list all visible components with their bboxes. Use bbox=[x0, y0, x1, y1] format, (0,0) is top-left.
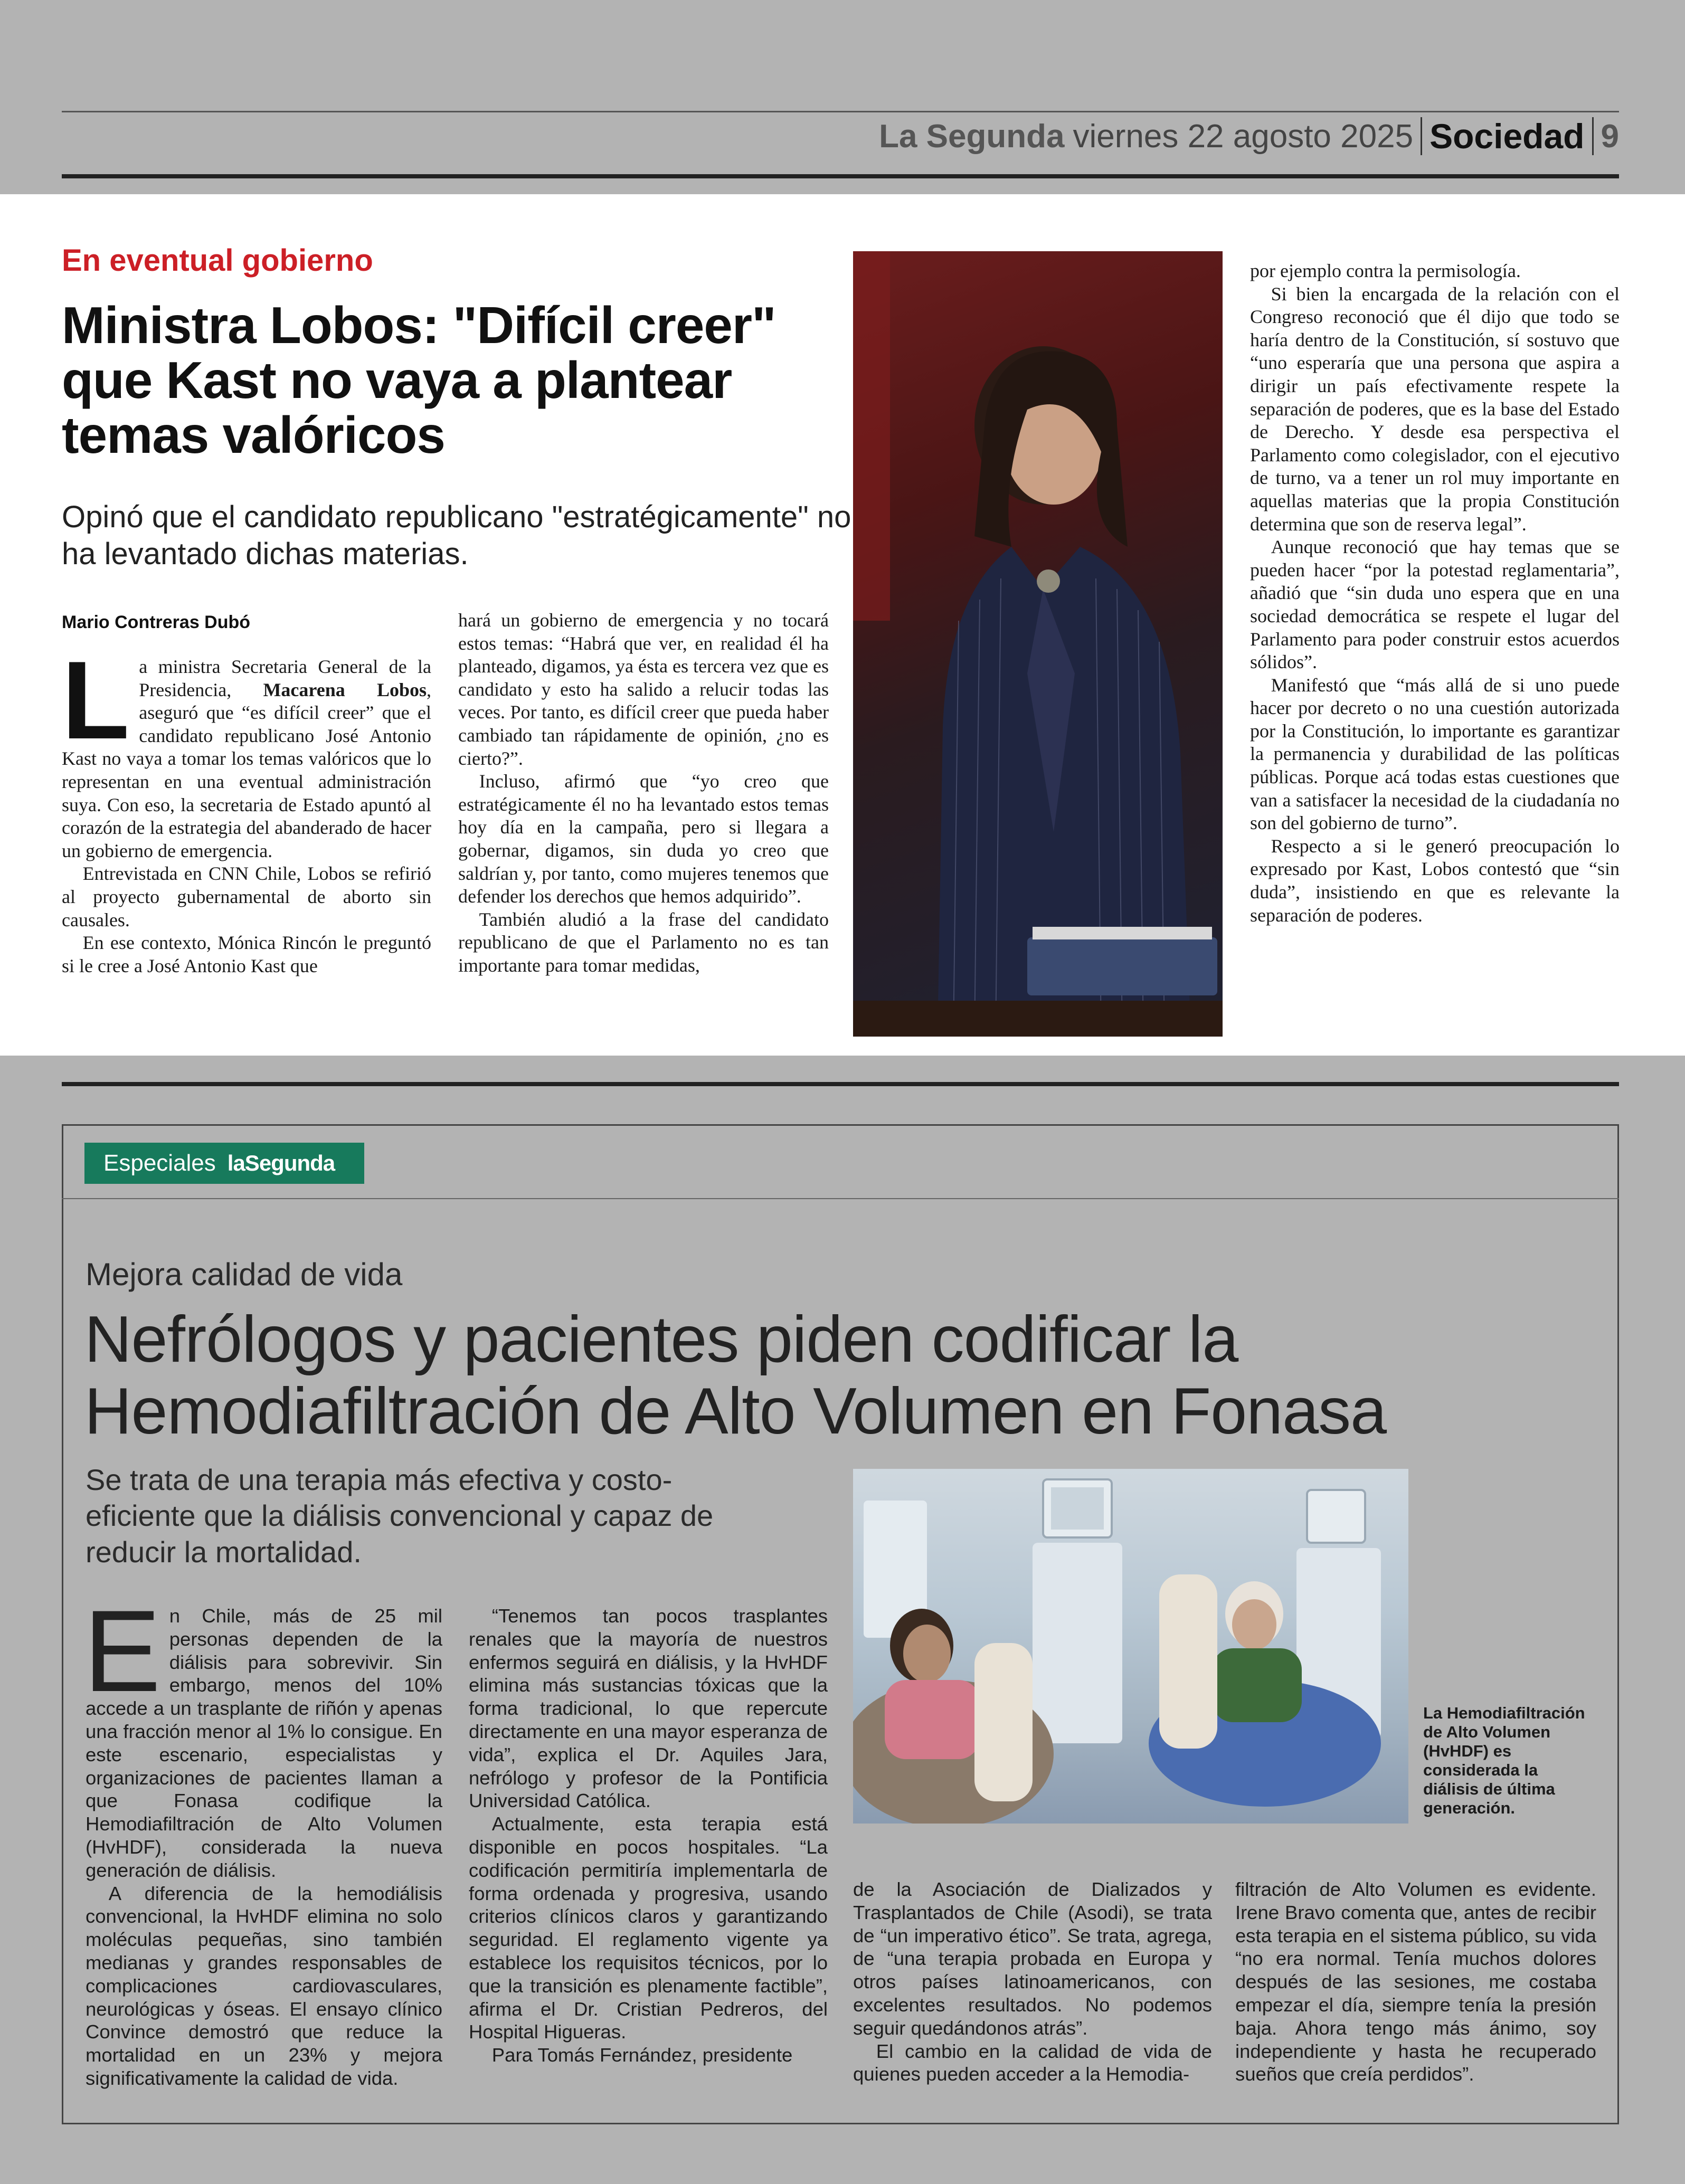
paragraph: Actualmente, esta terapia está disponible en pocos hospitales. “La codificación permitiría implementarla de forma ordenada y progresiva, usando criterios clínicos claros y garantizando seguridad. El reglamento vigente ya establece los requisitos técnicos, por lo que la transición es plenamente factible”, afirma el Dr. Cristian Pedreros, del Hospital Higueras. bbox=[469, 1813, 828, 2043]
header-rule-top bbox=[62, 111, 1619, 112]
paragraph: A diferencia de la hemodiálisis convencional, la HvHDF elimina no solo moléculas pequeñas, sino también medianas y grandes responsables de complicaciones cardiovasculares, neurológicas y óseas. El ensayo clínico Convince demostró que reduce la mortalidad en un 23% y mejora significativamente la calidad de vida. bbox=[86, 1882, 442, 2089]
paragraph: “Tenemos tan pocos trasplantes renales que la mayoría de nuestros enfermos seguirá en diálisis, y la HvHDF elimina más sustancias tóxicas que la forma tradicional, lo que repercute directamente en una mayor esperanza de vida”, explica el Dr. Aquiles Jara, nefrólogo y profesor de la Pontificia Universidad Católica. bbox=[469, 1605, 828, 1812]
drop-cap: E bbox=[83, 1586, 161, 1716]
tag-label: Especiales bbox=[103, 1150, 216, 1176]
paragraph: por ejemplo contra la permisología. bbox=[1250, 260, 1521, 281]
section-divider bbox=[62, 1082, 1619, 1086]
special-kicker: Mejora calidad de vida bbox=[86, 1257, 403, 1292]
photo-caption: La Hemodiafiltración de Alto Volumen (HvHDF) es considerada la diálisis de última generación. bbox=[1423, 1704, 1585, 1817]
paragraph: Para Tomás Fernández, presidente bbox=[491, 2044, 793, 2066]
tag-brand: laSegunda bbox=[227, 1151, 335, 1175]
paragraph: a ministra Secretaria General de la Presidencia, Macarena Lobos, aseguró que “es difícil creer” que el candidato republicano José Antonio Kast no vaya a tomar los temas valóricos que lo representan en una eventual administración suya. Con eso, la secretaria de Estado apuntó al corazón de la estrategia del abanderado de hacer un gobierno de emergencia. bbox=[62, 656, 432, 861]
special-section-rule bbox=[62, 1198, 1619, 1199]
special-column-3 bbox=[853, 1878, 1212, 2086]
article-dek: Opinó que el candidato republicano "estratégicamente" no ha levantado dichas materias. bbox=[62, 500, 851, 571]
paragraph: Aunque reconoció que hay temas que se pueden hacer “por la potestad reglamentaria”, añadió que “sin duda uno espera que en una sociedad democrática se respete el lugar del Parlamento para poder construir estos acuerdos sólidos”. bbox=[1250, 536, 1620, 673]
paragraph: de la Asociación de Dializados y Trasplantados de Chile (Asodi), se trata de “un imperativo ético”. Se trata, agrega, de “una terapia probada en Europa y otros países latinoamericanos, con excelentes resultados. No podemos seguir quedándonos atrás”. bbox=[853, 1878, 1212, 2039]
paragraph: Manifestó que “más allá de si uno puede hacer por decreto o no una cuestión autorizada por la Constitución, lo importante es garantizar la permanencia y durabilidad de las políticas públicas. Porque acá todas estas cuestiones que van a satisfacer la necesidad de la ciudadanía no son del gobierno de turno”. bbox=[1250, 674, 1620, 834]
paragraph: Respecto a si le generó preocupación lo expresado por Kast, Lobos contestó que “sin duda”, insistiendo en que es relevante la separación de poderes. bbox=[1250, 835, 1620, 926]
drop-cap: L bbox=[62, 638, 130, 762]
special-column-1 bbox=[83, 1586, 442, 2090]
dialysis-photo bbox=[853, 1469, 1408, 1824]
paragraph: Entrevistada en CNN Chile, Lobos se refirió al proyecto gubernamental de aborto sin causales. bbox=[62, 863, 431, 930]
paragraph: n Chile, más de 25 mil personas dependen de la diálisis para sobrevivir. Sin embargo, menos del 10% accede a un trasplante de riñón y apenas una fracción menor al 1% lo consigue. En este escenario, especialistas y organizaciones de pacientes llaman a que Fonasa codifique la Hemodiafiltración de Alto Volumen (HvHDF), considerada la nueva generación de diálisis. bbox=[86, 1605, 442, 1881]
issue-date: viernes 22 agosto 2025 bbox=[1073, 118, 1414, 155]
article-byline: Mario Contreras Dubó bbox=[62, 612, 251, 632]
special-section-tag bbox=[84, 1143, 364, 1184]
article-column-1 bbox=[62, 638, 432, 977]
paragraph: filtración de Alto Volumen es evidente. Irene Bravo comenta que, antes de recibir esta terapia en el sistema público, su vida “no era normal. Tenía muchos dolores después de las sesiones, me costaba empezar el día, siempre tenía la presión baja. Ahora tengo más ánimo, soy independiente y hasta he recuperado sueños que creía perdidos”. bbox=[1235, 1878, 1596, 2085]
paragraph: En ese contexto, Mónica Rincón le preguntó si le cree a José Antonio Kast que bbox=[62, 932, 431, 976]
special-dek: Se trata de una terapia más efectiva y costo-eficiente que la diálisis convencional y capaz de reducir la mortalidad. bbox=[86, 1463, 714, 1569]
article-headline: Ministra Lobos: "Difícil creer" que Kast no vaya a plantear temas valóricos bbox=[62, 296, 776, 464]
paragraph: Si bien la encargada de la relación con el Congreso reconoció que él dijo que todo se haría dentro de la Constitución, sí sostuvo que “uno esperaría que una persona que aspira a dirigir un país efectivamente respete la separación de poderes, que es la base del Estado de Derecho. Y desde esa perspectiva el Parlamento como colegislador, con el ejecutivo de turno, va a tener un rol muy importante en aquellas materias que la propia Constitución determina que son de reserva legal”. bbox=[1250, 283, 1620, 535]
header-rule-bottom bbox=[62, 174, 1619, 178]
paragraph: El cambio en la calidad de vida de quienes pueden acceder a la Hemodia- bbox=[853, 2040, 1212, 2085]
header-separator bbox=[1592, 117, 1594, 155]
article-column-2 bbox=[458, 609, 829, 977]
page-number: 9 bbox=[1601, 118, 1619, 155]
minister-photo bbox=[853, 251, 1223, 1037]
person-name: Macarena Lobos bbox=[263, 679, 427, 700]
page-header bbox=[879, 115, 1619, 157]
article-column-3 bbox=[1250, 260, 1620, 927]
special-headline: Nefrólogos y pacientes piden codificar la Hemodiafiltración de Alto Volumen en Fonasa bbox=[84, 1303, 1387, 1448]
section-name: Sociedad bbox=[1430, 117, 1585, 156]
article-kicker: En eventual gobierno bbox=[62, 243, 373, 278]
paragraph: Incluso, afirmó que “yo creo que estratégicamente él no ha levantado estos temas hoy día en la campaña, pero si llegara a gobernar, digamos, sin duda yo creo que saldrían y, por tanto, como mujeres tenemos que defender los derechos que hemos adquirido”. bbox=[458, 771, 829, 907]
header-separator bbox=[1421, 117, 1422, 155]
newspaper-brand: La Segunda bbox=[879, 118, 1065, 155]
paragraph: hará un gobierno de emergencia y no tocará estos temas: “Habrá que ver, en realidad él ha planteado, digamos, ya ésta es tercera vez que es candidato y esto ha salido a relucir todas las veces. Por tanto, es difícil creer que pueda haber cambiado tan rápidamente de opinión, ¿no es cierto?”. bbox=[458, 610, 829, 769]
paragraph: También aludió a la frase del candidato republicano de que el Parlamento no es tan importante para tomar medidas, bbox=[458, 908, 829, 976]
special-column-2 bbox=[469, 1604, 828, 2067]
special-column-4 bbox=[1235, 1878, 1596, 2086]
